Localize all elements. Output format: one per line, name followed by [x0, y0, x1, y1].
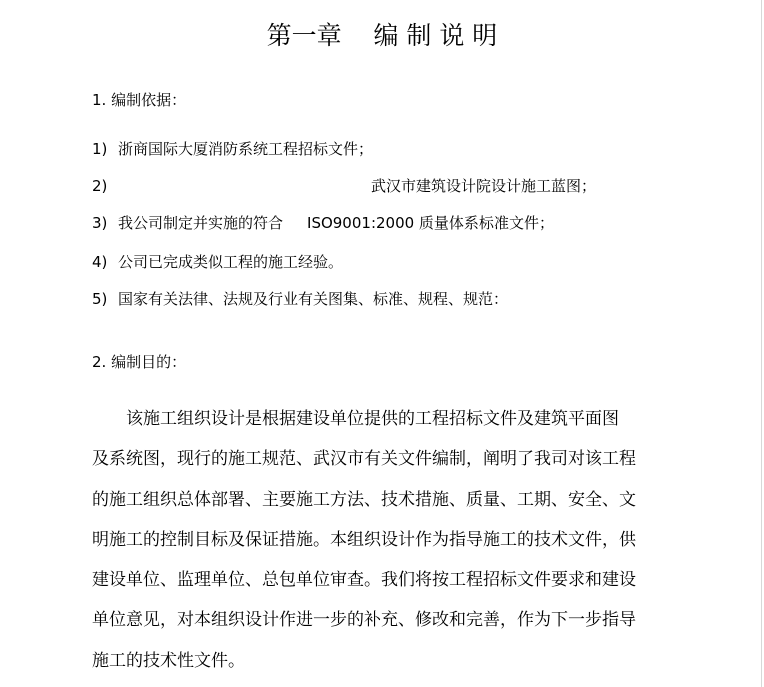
chapter-title: 第一章 编 制 说 明 — [266, 21, 498, 50]
basis-item-4 — [92, 252, 343, 272]
basis-item-text-b: ISO9001:2000 质量体系标准文件； — [307, 214, 554, 232]
basis-item-number: 2) — [92, 177, 108, 195]
basis-item-1 — [92, 139, 373, 159]
purpose-paragraph-line: 单位意见，对本组织设计作进一步的补充、修改和完善，作为下一步指导 — [92, 610, 636, 630]
basis-item-text: 公司已完成类似工程的施工经验。 — [118, 253, 344, 271]
basis-item-text: 武汉市建筑设计院设计施工蓝图； — [371, 177, 597, 195]
purpose-paragraph-line: 明施工的控制目标及保证措施。本组织设计作为指导施工的技术文件，供 — [92, 530, 636, 550]
purpose-paragraph-line: 该施工组织设计是根据建设单位提供的工程招标文件及建筑平面图 — [92, 409, 619, 429]
purpose-paragraph-line: 的施工组织总体部署、主要施工方法、技术措施、质量、工期、安全、文 — [92, 490, 636, 510]
purpose-paragraph-line: 施工的技术性文件。 — [92, 651, 245, 671]
basis-item-number: 4) — [92, 253, 108, 271]
page-edge-divider — [761, 0, 762, 687]
section-heading-purpose: 2. 编制目的： — [92, 353, 187, 371]
purpose-paragraph-line: 及系统图，现行的施工规范、武汉市有关文件编制，阐明了我司对该工程 — [92, 449, 636, 469]
basis-item-text-a: 我公司制定并实施的符合 — [118, 214, 284, 232]
basis-item-2 — [92, 176, 596, 196]
basis-item-number: 1) — [92, 140, 108, 158]
basis-item-text: 国家有关法律、法规及行业有关图集、标准、规程、规范： — [118, 290, 509, 308]
basis-item-number: 3) — [92, 214, 108, 232]
section-heading-basis: 1. 编制依据： — [92, 91, 187, 109]
basis-item-5 — [92, 289, 508, 309]
basis-item-3 — [92, 213, 554, 233]
basis-item-number: 5) — [92, 290, 108, 308]
basis-item-text: 浙商国际大厦消防系统工程招标文件； — [118, 140, 374, 158]
purpose-paragraph-line: 建设单位、监理单位、总包单位审查。我们将按工程招标文件要求和建设 — [92, 570, 636, 590]
